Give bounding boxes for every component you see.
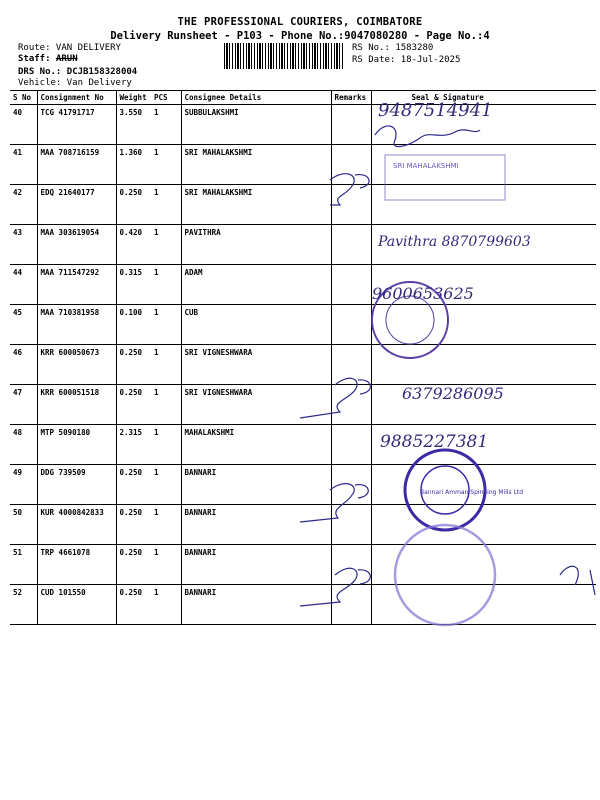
cell-sno: 45 — [10, 305, 37, 345]
cell-pcs: 1 — [151, 145, 181, 185]
rs-number: RS No.: 1583280 — [352, 43, 434, 53]
mahalakshmi-stamp-text: SRI MAHALAKSHMI — [393, 162, 459, 170]
cell-sno: 49 — [10, 465, 37, 505]
cell-sno: 48 — [10, 425, 37, 465]
bannari-stamp-text: Bannari Amman Spinning Mills Ltd — [420, 489, 524, 496]
cell-consignee: SRI MAHALAKSHMI — [181, 185, 331, 225]
cell-weight: 0.250 — [116, 585, 151, 625]
handwritten-phone-1: 9487514941 — [378, 100, 493, 121]
cell-consignee: CUB — [181, 305, 331, 345]
cell-consignment: MAA 711547292 — [37, 265, 116, 305]
bannari-stamp-2 — [395, 525, 495, 625]
cell-weight: 0.250 — [116, 545, 151, 585]
cell-consignee: BANNARI — [181, 465, 331, 505]
col-consignee: Consignee Details — [181, 91, 331, 105]
cell-consignee: SRI VIGNESHWARA — [181, 385, 331, 425]
cell-consignee: MAHALAKSHMI — [181, 425, 331, 465]
cell-consignee: PAVITHRA — [181, 225, 331, 265]
handwritten-phone-2: 9600653625 — [372, 284, 474, 303]
cell-sno: 42 — [10, 185, 37, 225]
cell-pcs: 1 — [151, 505, 181, 545]
cell-pcs: 1 — [151, 585, 181, 625]
cell-weight: 0.315 — [116, 265, 151, 305]
cell-pcs: 1 — [151, 545, 181, 585]
cell-consignee: SRI VIGNESHWARA — [181, 345, 331, 385]
cell-pcs: 1 — [151, 465, 181, 505]
cell-consignment: CUD 101550 — [37, 585, 116, 625]
cell-consignee: ADAM — [181, 265, 331, 305]
rs-date: RS Date: 18-Jul-2025 — [352, 55, 461, 65]
drs-value: DCJB158328004 — [66, 67, 138, 77]
cell-sno: 44 — [10, 265, 37, 305]
cell-consignment: MTP 5090180 — [37, 425, 116, 465]
cell-pcs: 1 — [151, 305, 181, 345]
cell-pcs: 1 — [151, 425, 181, 465]
staff-label: Staff: — [18, 54, 51, 64]
cell-weight: 0.250 — [116, 345, 151, 385]
cell-consignment: EDQ 21640177 — [37, 185, 116, 225]
cell-consignment: TRP 4661078 — [37, 545, 116, 585]
cell-pcs: 1 — [151, 225, 181, 265]
cell-weight: 3.550 — [116, 105, 151, 145]
vehicle-label: Vehicle: Van Delivery — [18, 78, 132, 88]
handwritten-phone-4: 9885227381 — [380, 432, 489, 452]
cell-pcs: 1 — [151, 185, 181, 225]
cell-pcs: 1 — [151, 345, 181, 385]
cell-pcs: 1 — [151, 385, 181, 425]
cell-consignee: SUBBULAKSHMI — [181, 105, 331, 145]
handwritten-phone-3: 6379286095 — [402, 384, 504, 403]
cell-consignee: BANNARI — [181, 585, 331, 625]
cell-weight: 0.250 — [116, 385, 151, 425]
col-sno: S No — [10, 91, 37, 105]
cell-sno: 46 — [10, 345, 37, 385]
cell-sno: 47 — [10, 385, 37, 425]
handwritten-name-pavithra: Pavithra 8870799603 — [378, 234, 531, 250]
cell-consignment: MAA 303619054 — [37, 225, 116, 265]
cell-consignment: MAA 710381958 — [37, 305, 116, 345]
cell-consignee: SRI MAHALAKSHMI — [181, 145, 331, 185]
cell-sno: 40 — [10, 105, 37, 145]
cell-weight: 1.360 — [116, 145, 151, 185]
col-pcs: PCS — [151, 91, 181, 105]
cell-sno: 51 — [10, 545, 37, 585]
cell-pcs: 1 — [151, 265, 181, 305]
cell-sno: 43 — [10, 225, 37, 265]
drs-label: DRS No.: — [18, 67, 62, 77]
cell-pcs: 1 — [151, 105, 181, 145]
cell-sno: 52 — [10, 585, 37, 625]
cell-weight: 2.315 — [116, 425, 151, 465]
runsheet-subtitle: Delivery Runsheet - P103 - Phone No.:9047080280 - Page No.:4 — [110, 30, 490, 42]
cell-consignee: BANNARI — [181, 505, 331, 545]
cell-consignment: KRR 600051518 — [37, 385, 116, 425]
col-remarks: Remarks — [331, 91, 371, 105]
col-consignment: Consignment No — [37, 91, 116, 105]
cell-consignment: MAA 708716159 — [37, 145, 116, 185]
cell-consignment: KUR 4000842833 — [37, 505, 116, 545]
cell-weight: 0.250 — [116, 185, 151, 225]
cell-weight: 0.250 — [116, 465, 151, 505]
col-weight: Weight — [116, 91, 151, 105]
company-title: THE PROFESSIONAL COURIERS, COIMBATORE — [177, 16, 423, 28]
cell-weight: 0.420 — [116, 225, 151, 265]
staff-value: ARUN — [55, 54, 78, 64]
col-seal-signature: Seal & Signature — [371, 91, 596, 105]
cell-consignment: DDG 739509 — [37, 465, 116, 505]
cell-sno: 41 — [10, 145, 37, 185]
route-label: Route: VAN DELIVERY — [18, 43, 121, 53]
cell-consignment: TCG 41791717 — [37, 105, 116, 145]
cell-sno: 50 — [10, 505, 37, 545]
cell-consignee: BANNARI — [181, 545, 331, 585]
cell-weight: 0.100 — [116, 305, 151, 345]
cell-consignment: KRR 600050673 — [37, 345, 116, 385]
cell-weight: 0.250 — [116, 505, 151, 545]
